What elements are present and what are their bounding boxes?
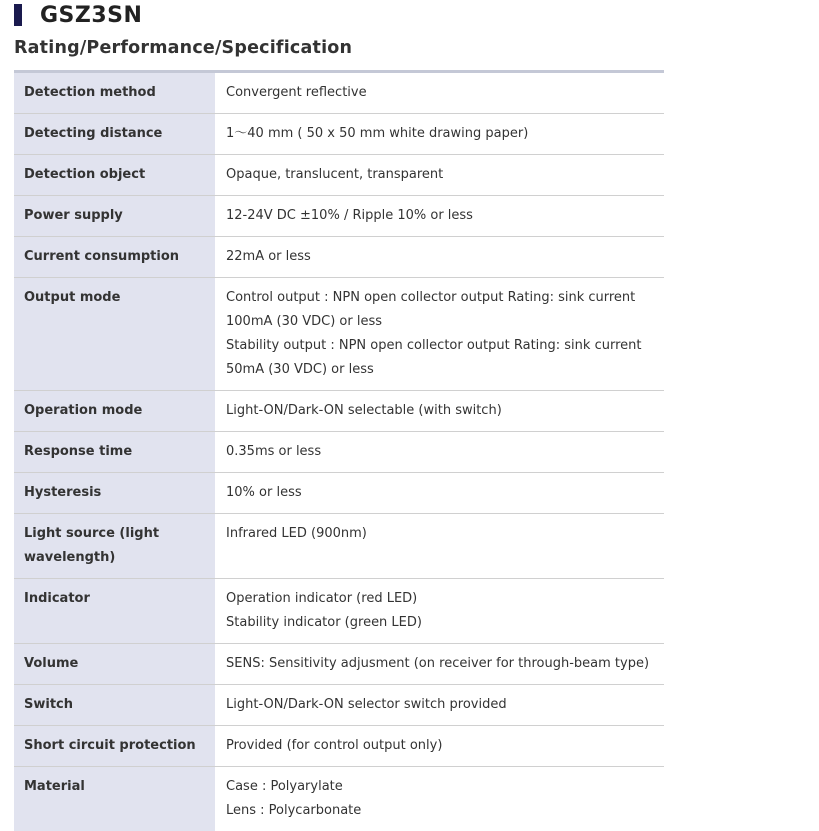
heading-accent-bar [14,4,22,26]
spec-label: Operation mode [14,391,215,432]
spec-value-line: Opaque, translucent, transparent [226,163,654,187]
spec-table-body [14,72,664,831]
spec-value-line: Infrared LED (900nm) [226,522,654,546]
spec-row [14,579,664,644]
spec-value [215,278,664,391]
spec-label: Output mode [14,278,215,391]
spec-value-line: Control output : NPN open collector output Rating: sink current 100mA (30 VDC) or less [226,286,654,334]
spec-label: Detection method [14,72,215,114]
spec-value-line: SENS: Sensitivity adjusment (on receiver for through-beam type) [226,652,654,676]
spec-value [215,579,664,644]
spec-value [215,72,664,114]
spec-label: Volume [14,644,215,685]
spec-value-line: Provided (for control output only) [226,734,654,758]
spec-label: Indicator [14,579,215,644]
product-heading [14,0,142,30]
spec-value-line: 22mA or less [226,245,654,269]
spec-value [215,196,664,237]
spec-value-line: Light-ON/Dark-ON selectable (with switch) [226,399,654,423]
spec-value [215,432,664,473]
spec-row [14,237,664,278]
spec-value [215,237,664,278]
spec-row [14,767,664,831]
product-code: GSZ3SN [40,3,142,28]
spec-value-line: Light-ON/Dark-ON selector switch provided [226,693,654,717]
spec-value-line: Convergent reflective [226,81,654,105]
spec-label: Short circuit protection [14,726,215,767]
spec-value-line: 12-24V DC ±10% / Ripple 10% or less [226,204,654,228]
spec-row [14,432,664,473]
spec-value [215,155,664,196]
spec-row [14,155,664,196]
spec-value [215,767,664,831]
spec-value [215,473,664,514]
spec-row [14,473,664,514]
spec-value [215,685,664,726]
spec-value [215,514,664,579]
spec-row [14,514,664,579]
spec-label: Detecting distance [14,114,215,155]
spec-value-line: Stability indicator (green LED) [226,611,654,635]
spec-label: Hysteresis [14,473,215,514]
spec-value [215,391,664,432]
spec-value [215,114,664,155]
spec-value-line: 0.35ms or less [226,440,654,464]
spec-row [14,278,664,391]
spec-value-line: Lens : Polycarbonate [226,799,654,823]
spec-value-line: 1～40 mm ( 50 x 50 mm white drawing paper) [226,122,654,146]
spec-label: Current consumption [14,237,215,278]
spec-label: Detection object [14,155,215,196]
spec-row [14,726,664,767]
spec-value [215,726,664,767]
spec-label: Response time [14,432,215,473]
spec-label: Switch [14,685,215,726]
spec-row [14,72,664,114]
spec-row [14,644,664,685]
spec-row [14,114,664,155]
section-title: Rating/Performance/Specification [14,38,352,58]
spec-table [14,70,664,831]
spec-value-line: Stability output : NPN open collector output Rating: sink current 50mA (30 VDC) or less [226,334,654,382]
spec-row [14,685,664,726]
spec-value-line: Case : Polyarylate [226,775,654,799]
spec-row [14,196,664,237]
spec-value-line: 10% or less [226,481,654,505]
spec-value [215,644,664,685]
spec-value-line: Operation indicator (red LED) [226,587,654,611]
spec-label: Light source (light wavelength) [14,514,215,579]
spec-label: Material [14,767,215,831]
spec-label: Power supply [14,196,215,237]
spec-row [14,391,664,432]
